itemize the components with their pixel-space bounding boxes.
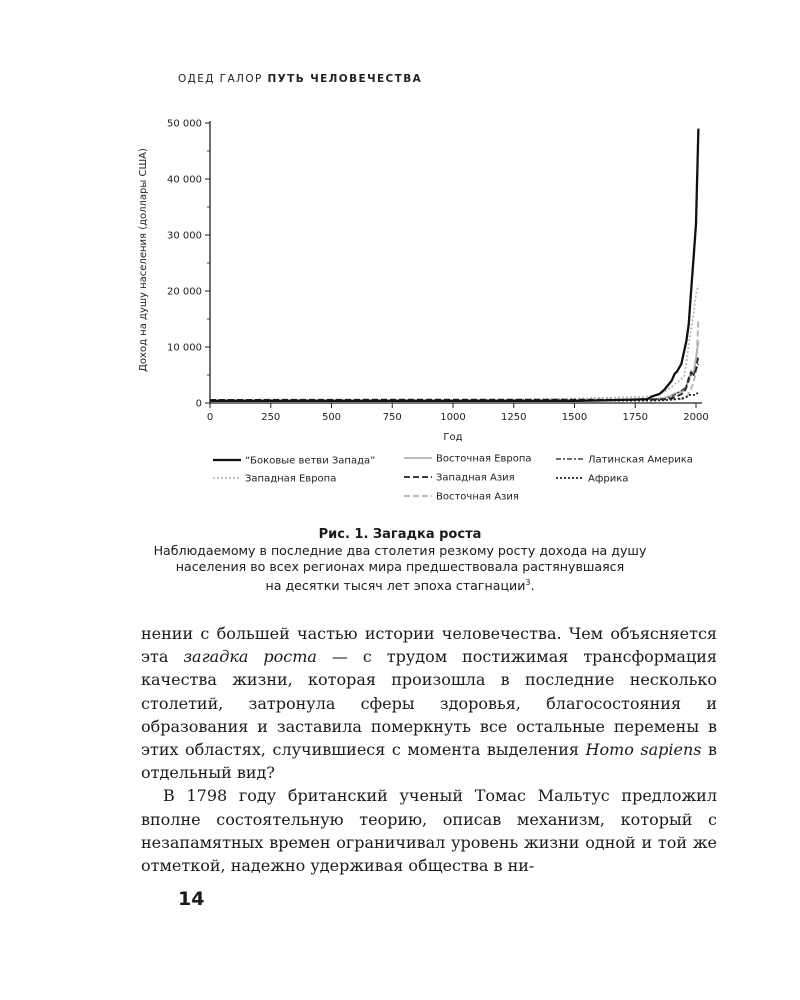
legend-label-2: Восточная Европа	[436, 453, 532, 465]
footnote-mark[interactable]: 3	[525, 578, 531, 587]
y-tick-label: 30 000	[167, 230, 202, 242]
y-tick-label: 10 000	[167, 342, 202, 354]
header-book-title: ПУТЬ ЧЕЛОВЕЧЕСТВА	[267, 73, 423, 85]
paragraph-2: В 1798 году британский ученый Томас Мальтус предложил вполне состоятельную теорию, описав механизм, который с незапамятных времен ограничивал уровень жизни одной и той же отметкой, надежно удерживая общества в ни-	[141, 786, 717, 876]
y-tick-label: 40 000	[167, 174, 202, 186]
x-tick-label: 1250	[501, 412, 527, 423]
paragraph-1-part-a: нении с большей частью истории человечества. Чем объясняется эта	[141, 624, 717, 667]
x-tick-label: 250	[261, 412, 281, 423]
x-tick-label: 750	[382, 412, 402, 423]
caption-line-3-end: .	[530, 578, 535, 594]
caption-title: Рис. 1. Загадка роста	[318, 527, 482, 542]
x-tick-label: 2000	[683, 412, 709, 423]
page-number: 14	[178, 888, 205, 910]
paragraph-1-emphasis: загадка роста	[183, 647, 317, 667]
x-tick-label: 0	[206, 412, 214, 423]
series-line-4	[210, 319, 698, 401]
series-line-5	[210, 364, 698, 401]
series-line-1	[210, 285, 698, 400]
series-line-0	[210, 129, 698, 401]
legend-label-3: Западная Азия	[436, 472, 515, 484]
chart-axes	[138, 119, 709, 444]
x-tick-label: 1000	[440, 412, 466, 423]
paragraph-1-species: Homo sapiens	[585, 740, 702, 760]
chart-legend	[213, 454, 693, 503]
chart-series	[210, 129, 698, 401]
series-line-3	[210, 355, 698, 400]
caption-line-3-text: на десятки тысяч лет эпоха стагнации	[265, 578, 526, 594]
y-tick-label: 0	[195, 398, 202, 410]
legend-label-6: Африка	[588, 473, 629, 485]
figure-caption	[120, 527, 680, 594]
series-line-2	[210, 341, 698, 400]
paragraph-1-part-c: в отдельный вид?	[141, 740, 717, 783]
y-axis-label: Доход на душу населения (доллары США)	[138, 148, 149, 372]
x-axis-label: Год	[443, 432, 463, 443]
x-tick-label: 500	[321, 412, 342, 423]
paragraph-1	[141, 622, 717, 784]
x-tick-label: 1750	[622, 412, 648, 423]
caption-line-2: населения во всех регионах мира предшествовала растянувшаяся	[175, 559, 625, 574]
x-tick-label: 1500	[561, 412, 588, 423]
body-text	[141, 622, 717, 877]
y-tick-label: 50 000	[167, 118, 202, 130]
caption-line-1: Наблюдаемому в последние два столетия резкому росту дохода на душу	[153, 543, 647, 558]
legend-label-4: Восточная Азия	[436, 491, 519, 503]
caption-line-3	[120, 575, 680, 594]
legend-label-0: “Боковые ветви Запада”	[245, 455, 376, 467]
legend-label-1: Западная Европа	[245, 473, 337, 485]
paragraph-1-part-b: — с трудом постижимая трансформация качества жизни, которая произошла в последние несколько столетий, затронула сферы здоровья, благосостояния и образования и заставила померкнуть все остальные перемены в этих областях, случившиеся с момента выделения	[141, 647, 718, 760]
y-tick-label: 20 000	[167, 286, 202, 298]
header-author: ОДЕД ГАЛОР	[178, 73, 263, 85]
legend-label-5: Латинская Америка	[588, 454, 693, 466]
